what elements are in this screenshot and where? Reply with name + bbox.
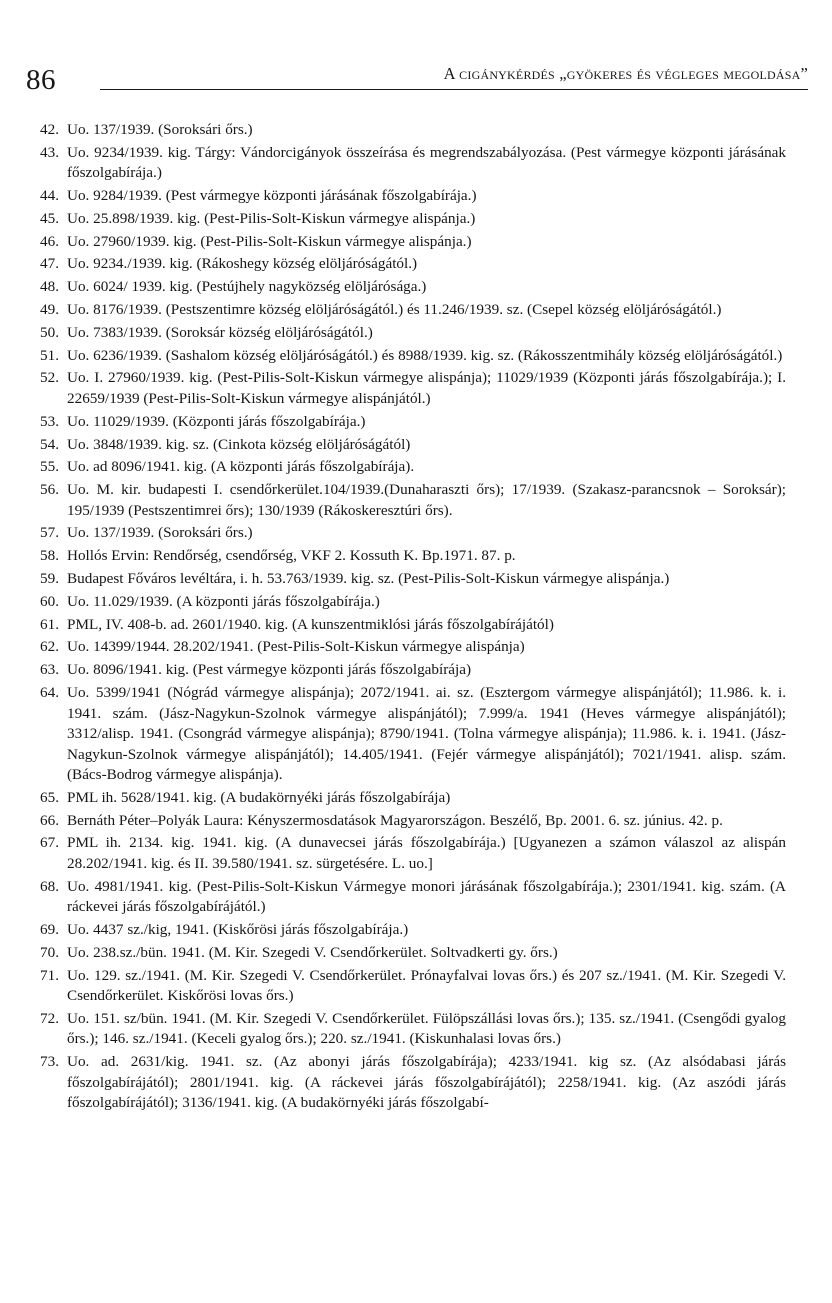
footnote-item (40, 254, 786, 275)
footnote-number: 53. (40, 412, 59, 430)
footnote-number: 49. (40, 301, 59, 319)
footnote-number: 71. (40, 966, 59, 984)
footnote-item (40, 323, 786, 344)
footnote-text: PML ih. 5628/1941. kig. (A budakörnyéki járás főszolgabírája) (67, 788, 451, 806)
footnote-text: Bernáth Péter–Polyák Laura: Kényszermosdatások Magyarországon. Beszélő, Bp. 2001. 6. sz. június. 42. p. (67, 811, 723, 829)
footnote-number: 47. (40, 255, 59, 273)
footnote-number: 65. (40, 788, 59, 806)
footnote-number: 54. (40, 435, 59, 453)
footnote-number: 48. (40, 278, 59, 296)
footnote-text: Uo. 4981/1941. kig. (Pest-Pilis-Solt-Kiskun Vármegye monori járásának főszolgabírája.); 2301/1941. kig. szám. (A ráckevei járás főszolgabírájától.) (67, 877, 786, 916)
footnote-item (40, 186, 786, 207)
footnote-item (40, 412, 786, 433)
footnote-text: Uo. 14399/1944. 28.202/1941. (Pest-Pilis-Solt-Kiskun vármegye alispánja) (67, 638, 525, 656)
footnote-text: Uo. 27960/1939. kig. (Pest-Pilis-Solt-Kiskun vármegye alispánja.) (67, 232, 472, 250)
footnote-item (40, 120, 786, 141)
footnote-text: Uo. 4437 sz./kig, 1941. (Kiskőrösi járás főszolgabírája.) (67, 921, 409, 939)
footnote-text: Uo. 9234./1939. kig. (Rákoshegy község elöljáróságától.) (67, 255, 418, 273)
footnote-item (40, 368, 786, 409)
footnote-number: 58. (40, 547, 59, 565)
footnote-text: PML, IV. 408-b. ad. 2601/1940. kig. (A kunszentmiklósi járás főszolgabírájától) (67, 615, 554, 633)
footnote-text: Hollós Ervin: Rendőrség, csendőrség, VKF 2. Kossuth K. Bp.1971. 87. p. (67, 547, 516, 565)
footnote-text: Uo. I. 27960/1939. kig. (Pest-Pilis-Solt-Kiskun vármegye alispánja); 11029/1939 (Központi járás főszolgabírája.); I. 22659/1939 (Pest-Pilis-Solt-Kiskun vármegye alispánjától.) (67, 369, 786, 407)
footnote-text: Uo. 11029/1939. (Központi járás főszolgabírája.) (67, 412, 366, 430)
footnote-number: 67. (40, 834, 59, 852)
footnote-text: Uo. 5399/1941 (Nógrád vármegye alispánja); 2072/1941. ai. sz. (Esztergom vármegye alispánjától); 11.986. k. i. 1941. szám. (Jász-Nagykun-Szolnok vármegye alispánjától); 7.999/a. 1941 (Heves vármegye alispánjától); 3312/alisp. 1941. (Csongrád vármegye alispánja); 8790/1941. (Tolna vármegye alispánja); 11.986. k. i. 1941. (Jász-Nagykun-Szolnok vármegye alispánjától); 14.405/1941. (Fejér vármegye alispánjától); 7021/1941. alisp. szám. (Bács-Bodrog vármegye alispánja). (67, 684, 786, 784)
footnote-number: 59. (40, 570, 59, 588)
footnote-number: 64. (40, 684, 59, 702)
footnote-item (40, 943, 786, 964)
footnote-number: 73. (40, 1053, 59, 1071)
footnote-item (40, 683, 786, 786)
footnote-text: Uo. 151. sz/bün. 1941. (M. Kir. Szegedi V. Csendőrkerület. Fülöpszállási lovas őrs.); 135. sz./1941. (Csengődi gyalog őrs.); 146. sz./1941. (Keceli gyalog őrs.); 220. sz./1941. (Kiskunhalasi lovas őrs.) (67, 1009, 786, 1048)
footnote-number: 51. (40, 346, 59, 364)
footnote-item (40, 811, 786, 832)
footnote-number: 62. (40, 638, 59, 656)
footnote-item (40, 788, 786, 809)
footnote-number: 69. (40, 921, 59, 939)
footnote-number: 60. (40, 592, 59, 610)
footnote-number: 52. (40, 369, 59, 387)
footnote-text: Uo. ad 8096/1941. kig. (A központi járás főszolgabírája). (67, 458, 415, 476)
footnote-number: 61. (40, 615, 59, 633)
running-head: A cigánykérdés „gyökeres és végleges megoldása” (100, 64, 808, 90)
footnote-text: Uo. 137/1939. (Soroksári őrs.) (67, 121, 253, 138)
footnote-text: Uo. 11.029/1939. (A központi járás főszolgabírája.) (67, 592, 380, 610)
page-number: 86 (26, 64, 56, 96)
footnote-number: 46. (40, 232, 59, 250)
footnote-number: 42. (40, 121, 59, 138)
footnote-item (40, 877, 786, 918)
footnote-text: Uo. 25.898/1939. kig. (Pest-Pilis-Solt-Kiskun vármegye alispánja.) (67, 209, 476, 227)
footnote-text: Uo. 9284/1939. (Pest vármegye központi járásának főszolgabírája.) (67, 187, 477, 205)
footnote-text: Uo. M. kir. budapesti I. csendőrkerület.104/1939.(Dunaharaszti őrs); 17/1939. (Szakasz-parancsnok – Soroksár); 195/1939 (Pestszentimrei őrs); 130/1939 (Rákoskeresztúri őrs). (67, 481, 786, 519)
footnote-item (40, 209, 786, 230)
footnote-number: 66. (40, 811, 59, 829)
footnote-text: Uo. 7383/1939. (Soroksár község elöljáróságától.) (67, 323, 373, 341)
footnote-text: Budapest Főváros levéltára, i. h. 53.763/1939. kig. sz. (Pest-Pilis-Solt-Kiskun vármegye alispánja.) (67, 570, 670, 588)
footnote-number: 44. (40, 187, 59, 205)
footnote-text: Uo. 6236/1939. (Sashalom község elöljáróságától.) és 8988/1939. kig. sz. (Rákosszentmihály község elöljáróságától.) (67, 346, 783, 364)
footnote-text: Uo. 6024/ 1939. kig. (Pestújhely nagyközség elöljárósága.) (67, 278, 427, 296)
footnote-item (40, 523, 786, 544)
footnote-text: PML ih. 2134. kig. 1941. kig. (A dunavecsei járás főszolgabírája.) [Ugyanezen a számon válaszol az alispán 28.202/1941. kig. és II. 39.580/1941. sz. sürgetésére. L. uo.] (67, 834, 786, 872)
footnote-number: 56. (40, 481, 59, 499)
footnote-number: 50. (40, 323, 59, 341)
footnote-item (40, 300, 786, 321)
footnote-item (40, 920, 786, 941)
footnote-text: Uo. 238.sz./bün. 1941. (M. Kir. Szegedi V. Csendőrkerület. Soltvadkerti gy. őrs.) (67, 943, 558, 961)
footnote-number: 68. (40, 877, 59, 895)
footnote-list (40, 120, 786, 1116)
footnote-text: Uo. 8096/1941. kig. (Pest vármegye központi járás főszolgabírája) (67, 661, 472, 679)
footnote-number: 72. (40, 1009, 59, 1027)
footnote-text: Uo. ad. 2631/kig. 1941. sz. (Az abonyi járás főszolgabírája); 4233/1941. kig sz. (Az alsódabasi járás főszolgabírájától); 2801/1941. kig. (A ráckevei járás főszolgabírájától); 2258/1941. kig. (Az aszódi járás főszolgabírájától); 3136/1941. kig. (A budakörnyéki járás főszolgabí- (67, 1053, 786, 1112)
footnote-item (40, 569, 786, 590)
footnote-number: 55. (40, 458, 59, 476)
footnote-item (40, 435, 786, 456)
footnote-number: 57. (40, 524, 59, 542)
footnote-text: Uo. 137/1939. (Soroksári őrs.) (67, 524, 253, 542)
footnote-number: 45. (40, 209, 59, 227)
footnote-item (40, 1052, 786, 1114)
footnote-number: 70. (40, 943, 59, 961)
footnote-item (40, 143, 786, 184)
footnote-item (40, 277, 786, 298)
footnote-item (40, 660, 786, 681)
footnote-item (40, 546, 786, 567)
footnote-text: Uo. 3848/1939. kig. sz. (Cinkota község elöljáróságától) (67, 435, 411, 453)
footnote-item (40, 480, 786, 521)
footnote-text: Uo. 129. sz./1941. (M. Kir. Szegedi V. Csendőrkerület. Prónayfalvai lovas őrs.) és 207 sz./1941. (M. Kir. Szegedi V. Csendőrkerület. Kiskőrösi lovas őrs.) (67, 966, 786, 1005)
footnote-item (40, 457, 786, 478)
footnote-number: 63. (40, 661, 59, 679)
footnote-item (40, 232, 786, 253)
footnote-item (40, 966, 786, 1007)
footnote-text: Uo. 8176/1939. (Pestszentimre község elöljáróságától.) és 11.246/1939. sz. (Csepel község elöljáróságától.) (67, 301, 722, 319)
footnote-item (40, 346, 786, 367)
footnote-item (40, 833, 786, 874)
footnote-item (40, 615, 786, 636)
footnote-item (40, 1009, 786, 1050)
footnote-item (40, 592, 786, 613)
footnote-number: 43. (40, 143, 59, 161)
footnote-item (40, 637, 786, 658)
footnote-text: Uo. 9234/1939. kig. Tárgy: Vándorcigányok összeírása és megrendszabályozása. (Pest vármegye központi járásának főszolgabírája.) (67, 143, 786, 182)
